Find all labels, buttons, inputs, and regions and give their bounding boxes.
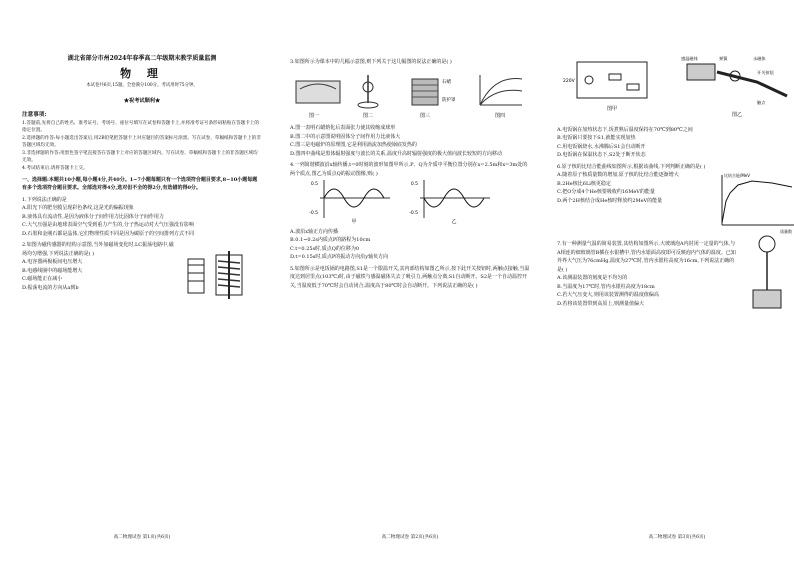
wave-graphs: [290, 178, 530, 224]
exam-subject: 物 理: [120, 66, 164, 80]
q2-option: B.电感线圈中的磁场能增大: [22, 267, 83, 274]
question-7: 7.有一种测量气温的简易装置,其结构如图所示,大玻璃泡A内封闭一定量的气体,与A相连的细玻璃管B插在水银槽中,管内水银面高度即可反映泡内气体的温度。已知外界大气压为76cmHg,温度为27℃时,管内水银柱高度为16cm,下列说法正确的是( ): [557, 241, 736, 273]
graph-label: 乙: [451, 219, 457, 224]
exam-page-1: [22, 22, 262, 542]
q4-option: B.0.1~0.2s内质点P的路程为10cm: [290, 237, 371, 243]
notice-item: 1.答题前,先将自己的姓名、准考证号、考场号、座位号填写在试卷和答题卡上,并将准考证号条形码粘贴在答题卡上的指定位置。: [22, 120, 259, 134]
question-2: 2.如图为磁传感器的结构示意图,当外加磁场变化时,LC振荡电路中,磁场均匀增强,下列说法正确的是( ): [22, 242, 174, 257]
q3-option: C.图三是电磁炉的原理图,它是利用涡流加热使锅底发热的: [290, 142, 417, 148]
q2-option: C.磁场能正在减小: [22, 276, 63, 283]
q7-option: C.若大气压变大,则用该装置测得的温度值偏高: [557, 292, 659, 298]
notice-item: 4.考试结束后,请将答题卡上交。: [22, 166, 88, 172]
y-tick: -0.5: [309, 211, 318, 216]
exam-page-2: [290, 22, 530, 542]
graph-label: 甲: [351, 219, 357, 224]
section-heading: 一、选择题:本题共10小题,每小题4分,共40分。1~7小题每题只有一个选项符合题目要求,8~10小题每题有多个选项符合题目要求。全部选对得4分,选对但不全的得2分,有选错的得0分。: [22, 176, 258, 192]
fig-label: 图四: [494, 112, 506, 119]
lc-coil-figure: [182, 251, 252, 299]
q1-option: B.液体具有流动性,是因为液体分子间作用力比固体分子间作用力: [22, 213, 164, 220]
q5-option: C.用电饭锅烧水,水沸腾后S1会自动断开: [557, 143, 646, 150]
q5-option: B.电饭锅只要按下S1,就能实现加热: [557, 135, 636, 141]
exam-page-3: [557, 22, 794, 542]
question-5: 5.如图所示是电饭锅的电路图,S1是一个限温开关,其内部结构如图乙所示,按下此开关按钮时,两触点接触,当温度达到居里点(103℃)时,由于磁铁与感温磁体失去了吸引力,两触点分离,S1自动断开。S2是一个自动温控开关,当温度低于70℃时会自动闭合,温度高于80℃时会自动断开。下列说法正确的是( ): [290, 265, 530, 289]
question-4: 4.一列简谐横波沿x轴传播,t=0时刻的波形如图甲所示,P、Q为介质中平衡位置分别在x=2.5m和x=3m处的两个质点,图乙为质点Q的振动图像,则( ): [290, 162, 528, 177]
rice-cooker-figures: [557, 52, 794, 122]
q2-option: D.振荡电流的方向从a到b: [22, 284, 79, 291]
y-tick: 0.5: [310, 182, 318, 187]
q4-option: C.t=0.25s时,质点Q的位移为0: [290, 245, 360, 252]
q7-option: A.该测温装置的刻度是不均匀的: [557, 275, 628, 281]
fig-note: 感温磁体: [681, 56, 698, 61]
good-luck-banner: ★祝考试顺利★: [123, 97, 161, 104]
page-footer: 高二物理试卷 第1页(共6页): [113, 534, 171, 540]
q1-option: C.大气压强是由地球表面空气受到重力产生的,分子热运动对大气压强没有影响: [22, 222, 194, 229]
thermometer-figure: [745, 234, 789, 314]
chart-x-label: 质量数: [780, 229, 792, 234]
q3-figures: [290, 69, 530, 121]
notice-item: 2.选择题的作答:每小题选出答案后,用2B铅笔把答题卡上对应题目的答案标号涂黑。写在试卷、草稿纸和答题卡上的非答题区域均无效。: [22, 135, 261, 149]
q1-option: A.阳光下的肥皂膜呈现彩色条纹,这是光的偏振现象: [22, 205, 134, 212]
q3-option: B.图二中的示意图说明固体分子间作用力比液体大: [290, 133, 401, 140]
q3-option: D.图四中曲线是黑体辐射强度与波长的关系,温度升高时辐射强度的极大值向波长较短的方向移动: [290, 150, 503, 157]
fig-note: 弹簧: [719, 56, 728, 61]
question-1: 1.下列说法正确的是: [22, 196, 67, 203]
q3-option: A.图一表明石蜡熔化后表面张力使其收缩成球形: [290, 125, 396, 131]
chart-y-label: 比结合能/MeV: [724, 173, 750, 178]
q2-option: A.电容器两极板间电压增大: [22, 259, 83, 266]
y-tick: 0.5: [410, 182, 418, 187]
q7-option: B.当温度为17℃时,管内水银柱高度为18cm: [557, 283, 655, 290]
q4-option: D.t=0.15s时,质点P的振动方向沿y轴负方向: [290, 254, 389, 260]
fig-label: 图乙: [731, 112, 743, 118]
page-footer: 高二物理试卷 第3页(共6页): [648, 534, 706, 540]
fig-label: 图三: [419, 112, 431, 119]
fig-label: 图二: [362, 112, 374, 119]
q1-option: D.石墨和金刚石都是晶体,它们物理性质不同是因为碳原子的空间排列方式不同: [22, 230, 195, 237]
q5-option: D.电饭锅在保温状态下,S2处于断开状态: [557, 152, 646, 158]
q6-option: D.两个2H核结合成He核时释放约2MeV的能量: [557, 197, 663, 204]
binding-energy-chart: [712, 171, 794, 235]
exam-info: 本试卷共6页,15题。全卷满分100分。考试用时75分钟。: [86, 83, 198, 88]
q6-option: A.随着原子核质量数的增加,原子核的比结合能逐渐增大: [557, 172, 679, 178]
q6-option: B.2He核比6Li核更稳定: [557, 180, 611, 187]
question-6: 6.原子核的比结合能曲线如图所示,根据该曲线,下列判断正确的是( ): [557, 163, 706, 170]
q4-option: A.波沿x轴正方向传播: [290, 228, 339, 235]
q7-option: D.若将该装置带到高原上,则测量值偏大: [557, 300, 645, 307]
exam-title: 湖北省部分市州2024年春季高二年级期末教学质量监测: [67, 55, 217, 62]
fig-note: 防护罩: [442, 97, 456, 103]
circuit-voltage: 220V: [563, 79, 575, 84]
fig-note: 石蜡: [442, 79, 451, 85]
fig-label: 图一: [308, 112, 320, 119]
question-3: 3.如图所示为课本中的几幅示意图,则下列关于这几幅图的说法正确的是( ): [290, 59, 452, 65]
fig-label: 图甲: [606, 106, 618, 112]
fig-note: 开关按钮: [757, 70, 774, 75]
notice-item: 3.非选择题的作答:用黑色签字笔直接答在答题卡上对应的答题区域内。写在试卷、草稿纸和答题卡上的非答题区域均无效。: [22, 150, 258, 164]
fig-note: 永磁体: [753, 56, 766, 61]
fig-note: 触点: [757, 100, 766, 105]
y-tick: -0.5: [409, 211, 418, 216]
page-footer: 高二物理试卷 第2页(共6页): [381, 534, 439, 540]
q5-option: A.电饭锅在加热状态下,饭煮熟后温度保持在70℃到80℃之间: [557, 126, 693, 133]
q6-option: C.把O分成4个He核要吸收约16MeV的能量: [557, 189, 655, 195]
notice-heading: 注意事项:: [22, 112, 47, 118]
